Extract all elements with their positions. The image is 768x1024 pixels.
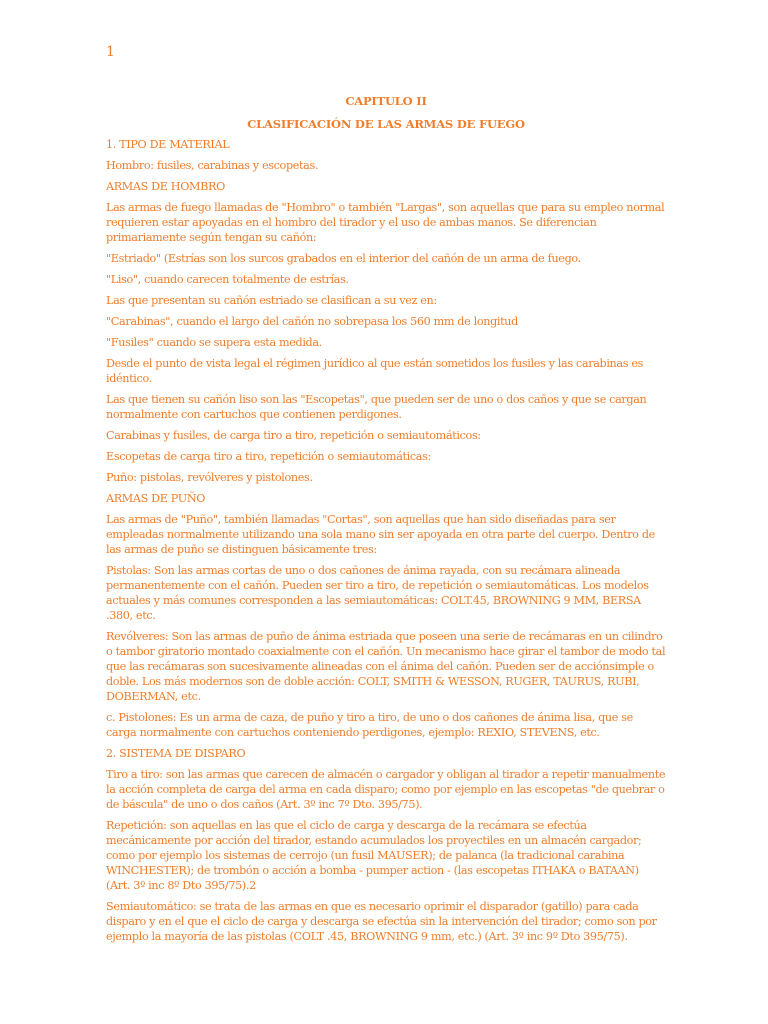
paragraph-carabinas-fusiles-carga: Carabinas y fusiles, de carga tiro a tiro, repetición o semiautomáticos: <box>106 429 481 442</box>
paragraph-escopetas-carga: Escopetas de carga tiro a tiro, repetición o semiautomáticas: <box>106 450 431 463</box>
paragraph-regimen-legal: Desde el punto de vista legal el régimen jurídico al que están sometidos los fusiles y las carabinas es idéntico. <box>106 357 643 385</box>
paragraph-puno: Puño: pistolas, revólveres y pistolones. <box>106 471 313 484</box>
page-number: 1 <box>106 44 115 60</box>
subheading-armas-puno: ARMAS DE PUÑO <box>106 492 206 505</box>
paragraph-revolveres: Revólveres: Son las armas de puño de ánima estriada que poseen una serie de recámaras en un cilindro o tambor giratorio montado coaxialmente con el cañón. Un mecanismo hace girar el tambor de modo tal que las recámaras son sucesivamente alineadas con el ánima del cañón. Pueden ser de acciónsimple o doble. Los más modernos son de doble acción: COLT, SMITH & WESSON, RUGER, TAURUS, RUBI, DOBERMAN, etc. <box>106 630 666 703</box>
paragraph-estriado: "Estriado" (Estrías son los surcos grabados en el interior del cañón de un arma de fuego. <box>106 252 581 265</box>
paragraph-repeticion: Repetición: son aquellas en las que el ciclo de carga y descarga de la recámara se efectúa mecánicamente por acción del tirador, estando acumulados los proyectiles en un almacén cargador; como por ejemplo los sistemas de cerrojo (un fusil MAUSER); de palanca (la tradicional carabina WINCHESTER); de trombón o acción a bomba - pumper action - (las escopetas ITHAKA o BATAAN) (Art. 3º inc 8º Dto 395/75).2 <box>106 819 642 892</box>
subheading-armas-hombro: ARMAS DE HOMBRO <box>106 180 225 193</box>
paragraph-armas-cortas: Las armas de "Puño", también llamadas "Cortas", son aquellas que han sido diseñadas para ser empleadas normalmente utilizando una sola mano sin ser apoyada en otra parte del cuerpo. Dentro de las armas de puño se distinguen básicamente tres: <box>106 513 655 556</box>
chapter-heading: CAPITULO II <box>345 94 427 108</box>
paragraph-pistolones: c. Pistolones: Es un arma de caza, de puño y tiro a tiro, de uno o dos cañones de ánima lisa, que se carga normalmente con cartuchos conteniendo perdigones, ejemplo: REXIO, STEVENS, etc. <box>106 711 633 739</box>
paragraph-hombro: Hombro: fusiles, carabinas y escopetas. <box>106 159 319 172</box>
paragraph-tiro-a-tiro: Tiro a tiro: son las armas que carecen de almacén o cargador y obligan al tirador a repetir manualmente la acción completa de carga del arma en cada disparo; como por ejemplo en las escopetas "de quebrar o de báscula" de uno o dos caños (Art. 3º inc 7º Dto. 395/75). <box>106 768 666 811</box>
paragraph-liso: "Liso", cuando carecen totalmente de estrías. <box>106 273 349 286</box>
section-heading-tipo-material: 1. TIPO DE MATERIAL <box>106 138 230 151</box>
paragraph-escopetas: Las que tienen su cañón liso son las "Escopetas", que pueden ser de uno o dos caños y que se cargan normalmente con cartuchos que contienen perdigones. <box>106 393 647 421</box>
paragraph-armas-largas: Las armas de fuego llamadas de "Hombro" o también "Largas", son aquellas que para su empleo normal requieren estar apoyadas en el hombro del tirador y el uso de ambas manos. Se diferencian primariamente según tengan su cañón: <box>106 201 665 244</box>
chapter-title: CLASIFICACIÓN DE LAS ARMAS DE FUEGO <box>247 117 525 131</box>
paragraph-semiautomatico: Semiautomático: se trata de las armas en que es necesario oprimir el disparador (gatillo) para cada disparo y en el que el ciclo de carga y descarga se efectúa sin la intervención del tirador; como son por ejemplo la mayoría de las pistolas (COLT .45, BROWNING 9 mm, etc.) (Art. 3º inc 9º Dto 395/75). <box>106 900 657 943</box>
document-body <box>106 94 666 950</box>
paragraph-canon-estriado: Las que presentan su cañón estriado se clasifican a su vez en: <box>106 294 437 307</box>
paragraph-pistolas: Pistolas: Son las armas cortas de uno o dos cañones de ánima rayada, con su recámara alineada permanentemente con el cañón. Pueden ser tiro a tiro, de repetición o semiautomáticas. Los modelos actuales y más comunes corresponden a las semiautomáticas: COLT.45, BROWNING 9 MM, BERSA .380, etc. <box>106 564 649 622</box>
section-heading-sistema-disparo: 2. SISTEMA DE DISPARO <box>106 747 246 760</box>
paragraph-carabinas: "Carabinas", cuando el largo del cañón no sobrepasa los 560 mm de longitud <box>106 315 518 328</box>
paragraph-fusiles: "Fusiles" cuando se supera esta medida. <box>106 336 322 349</box>
